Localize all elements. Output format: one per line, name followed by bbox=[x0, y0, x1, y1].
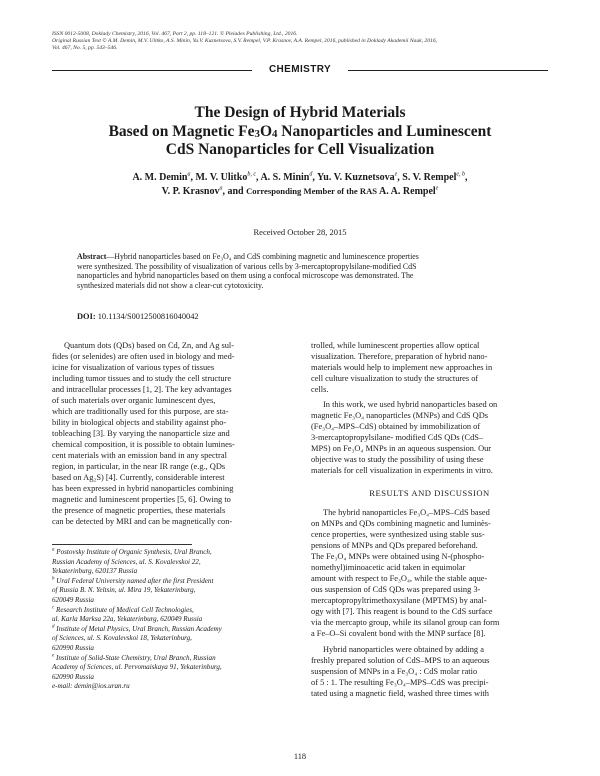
text-line: Hybrid nanoparticles were obtained by adding a bbox=[323, 645, 484, 654]
text-line: region, in particular, in the near IR range (e.g., QDs bbox=[52, 462, 226, 471]
footnote bbox=[52, 654, 289, 683]
left-column bbox=[52, 340, 289, 527]
journal-header bbox=[52, 31, 548, 53]
author-line: V. P. Krasnov$^a$, and Corresponding Member of the RAS A. A. Rempel$^e$ bbox=[161, 185, 439, 197]
text-line: via the mercapto group, while its silanol group can form bbox=[311, 618, 500, 627]
text-line: ogy with [7]. This reagent is bound to the CdS surface bbox=[311, 607, 493, 616]
footnote-line: Russian Academy of Sciences, ul. S. Kovalevskoi 22, bbox=[52, 557, 201, 566]
text-line: fides (or selenides) are often used in biology and med- bbox=[52, 352, 235, 361]
footnote-line: $^c$ Research Institute of Medical Cell Technologies, bbox=[52, 605, 194, 614]
text-line: cell culture visualization to study the structures of bbox=[311, 374, 479, 383]
text-line: materials for cell visualization in experiments in vitro. bbox=[311, 466, 493, 475]
title-line: Based on Magnetic $Fe_3O_4$ Nanoparticles and Luminescent bbox=[108, 122, 492, 140]
footnote-rule bbox=[52, 544, 192, 545]
text-line: a Fe–O–Si covalent bond with the MNP surface [8]. bbox=[311, 629, 486, 638]
author-list bbox=[52, 171, 548, 198]
footnote-line: ul. Karla Marksa 22a, Yekaterinburg, 620049 Russia bbox=[52, 615, 203, 624]
abstract-line: were synthesized. The possibility of visualization of various cells by 3-mercaptopropylsilane-modified CdS bbox=[77, 261, 417, 271]
footnote-line: of Russia B. N. Yeltsin, ul. Mira 19, Yekaterinburg, bbox=[52, 586, 196, 595]
right-column bbox=[311, 340, 548, 699]
author-line: A. M. Demin$^a$, M. V. Ulitko$^{b, c}$, A. S. Minin$^d$, Yu. V. Kuznetsova$^e$, S. V. Rempel$^{e, b}$, bbox=[132, 171, 468, 183]
text-line: tated using a magnetic field, washed three times with bbox=[311, 689, 489, 698]
journal-header-line: Vol. 467, No. 5, pp. 543–546. bbox=[52, 45, 118, 52]
footnote-line: 620049 Russia bbox=[52, 595, 94, 604]
text-line: visualization. Therefore, preparation of hybrid nano- bbox=[311, 352, 488, 361]
footnote bbox=[52, 548, 289, 577]
text-line: pensions of MNPs and QDs prepared beforehand. bbox=[311, 541, 478, 550]
footnote-line: $^b$ Ural Federal University named after the first President bbox=[52, 576, 214, 585]
section-label-text: CHEMISTRY bbox=[268, 64, 332, 75]
section-rule-left bbox=[52, 70, 252, 71]
footnote-marker: d bbox=[52, 624, 55, 630]
article-title bbox=[52, 104, 548, 160]
text-line: icine for visualization of various types of tissues bbox=[52, 363, 215, 372]
footnote-line: $^e$ Institute of Solid-State Chemistry, Ural Branch, Russian bbox=[52, 653, 216, 662]
footnote bbox=[52, 577, 289, 606]
footnote-line: $^a$ Postovsky Institute of Organic Synthesis, Ural Branch, bbox=[52, 547, 212, 556]
text-line: suspension of MNPs in a Fe₃O₄ : CdS molar ratio bbox=[311, 667, 478, 676]
section-rule-right bbox=[348, 70, 548, 71]
text-line: can be detected by MRI and can be magnetically con- bbox=[52, 517, 233, 526]
text-line: cent materials with an emission band in any spectral bbox=[52, 451, 227, 460]
footnote-marker: b bbox=[52, 576, 55, 582]
text-line: bility in biological objects and stability against pho- bbox=[52, 418, 227, 427]
text-line: cence properties, were synthesized using stable sus- bbox=[311, 530, 485, 539]
text-line: based on Ag₂S) [4]. Currently, considerable interest bbox=[52, 473, 225, 482]
footnote bbox=[52, 625, 289, 654]
doi bbox=[77, 312, 523, 322]
title-line: CdS Nanoparticles for Cell Visualization bbox=[165, 141, 435, 158]
paragraph-gap bbox=[311, 499, 548, 507]
text-line: The hybrid nanoparticles Fe₃O₄–MPS–CdS based bbox=[323, 508, 490, 517]
text-line: cells. bbox=[311, 385, 329, 394]
text-line: the presence of magnetic properties, these materials bbox=[52, 506, 226, 515]
text-line: on MNPs and QDs combining magnetic and luminès- bbox=[311, 519, 491, 528]
contact-email[interactable]: e-mail: demin@ios.uran.ru bbox=[52, 682, 130, 691]
text-line: which are traditionally used for this purpose, are sta- bbox=[52, 407, 229, 416]
footnote bbox=[52, 606, 289, 625]
footnote-line: Academy of Sciences, ul. Pervomaiskaya 91, Yekaterinburg, bbox=[52, 663, 222, 672]
results-heading: RESULTS AND DISCUSSION bbox=[369, 488, 490, 498]
footnote-marker: e bbox=[52, 653, 55, 659]
doi-label: DOI: bbox=[77, 312, 96, 321]
text-line: trolled, while luminescent properties allow optical bbox=[311, 341, 480, 350]
journal-header-line: Original Russian Text © A.M. Demin, M.V. Ulitko, A.S. Minin, Yu.V. Kuznetsova, S.V. Rempel, V.P. Krasnov, A.A. Rempel, 2016, published in Doklady Akademii Nauk, 2016, bbox=[52, 38, 438, 45]
text-line: ous suspension of CdS QDs was prepared using 3- bbox=[311, 585, 481, 594]
footnote-line: $^d$ Institute of Metal Physics, Ural Branch, Russian Academy bbox=[52, 624, 222, 633]
footnote-line: 620990 Russia bbox=[52, 643, 94, 652]
text-line: freshly prepared solution of CdS–MPS to an aqueous bbox=[311, 656, 490, 665]
section-label bbox=[52, 63, 548, 77]
text-line: Quantum dots (QDs) based on Cd, Zn, and Ag sul- bbox=[64, 341, 235, 350]
text-line: MPS) on Fe₃O₄ MNPs in an aqueous suspension. Our bbox=[311, 444, 492, 453]
title-line: The Design of Hybrid Materials bbox=[194, 104, 406, 121]
text-line: chemical composition, it is possible to obtain lumines- bbox=[52, 440, 235, 449]
text-line: (Fe₃O₄–MPS–CdS) obtained by immobilization of bbox=[311, 422, 481, 431]
text-line: of 5 : 1. The resulting Fe₃O₄–MPS–CdS was precipi- bbox=[311, 678, 489, 687]
abstract-line: synthesized materials did not show a clear-cut cytotoxicity. bbox=[77, 280, 264, 290]
text-line: amount with respect to Fe₃O₄, while the stable aque- bbox=[311, 574, 488, 583]
text-line: tobleaching [3]. By varying the nanoparticle size and bbox=[52, 429, 230, 438]
abstract-line: nanoparticles and hybrid nanoparticles based on them using a confocal microscope was demonstrated. The bbox=[77, 271, 414, 281]
text-line: and intracellular processes [1, 2]. The key advantages bbox=[52, 385, 232, 394]
text-line: materials would help to implement new approaches in bbox=[311, 363, 493, 372]
doi-value[interactable]: 10.1134/S0012500816040042 bbox=[97, 312, 199, 321]
text-line: The Fe₃O₄ MNPs were obtained using N-(phospho- bbox=[311, 552, 485, 561]
page-number: 118 bbox=[293, 752, 307, 761]
text-line: magnetic Fe₃O₄ nanoparticles (MNPs) and CdS QDs bbox=[311, 411, 489, 420]
paragraph-gap bbox=[311, 476, 548, 488]
text-line: including tumor tissues and to study the cell structure bbox=[52, 374, 232, 383]
text-line: magnetic and luminescent properties [5, 6]. Owing to bbox=[52, 495, 231, 504]
text-line: objective was to study the possibility of using these bbox=[311, 455, 484, 464]
abstract bbox=[77, 252, 523, 290]
text-line: 3-mercaptopropylsilane- modified CdS QDs (CdS– bbox=[311, 433, 484, 442]
footnote-line: Yekaterinburg, 620137 Russia bbox=[52, 567, 138, 576]
received-date: Received October 28, 2015 bbox=[253, 227, 347, 237]
text-line: In this work, we used hybrid nanoparticles based on bbox=[323, 400, 498, 409]
footnote-line: of Sciences, ul. S. Kovalevskoi 18, Yekaterinburg, bbox=[52, 634, 192, 643]
footnote-marker: c bbox=[52, 605, 55, 611]
text-line: of such materials over organic luminescent dyes, bbox=[52, 396, 216, 405]
journal-header-line: ISSN 0012-5008, Doklady Chemistry, 2016, Vol. 467, Part 2, pp. 118–121. © Pleiades Publishing, Ltd., 2016. bbox=[52, 31, 298, 37]
footnote-line: 620990 Russia bbox=[52, 672, 94, 681]
text-line: nomethyl)iminoacetic acid taken in equimolar bbox=[311, 563, 466, 572]
text-line: has been expressed in hybrid nanoparticles combining bbox=[52, 484, 234, 493]
footnotes bbox=[52, 548, 289, 692]
abstract-line: Abstract—Hybrid nanoparticles based on Fe₃O₄ and CdS combining magnetic and luminescence properties bbox=[77, 252, 419, 261]
text-line: mercaptopropyltrimethoxysilane (MPTMS) by anal- bbox=[311, 596, 487, 605]
footnote-marker: a bbox=[52, 547, 55, 553]
